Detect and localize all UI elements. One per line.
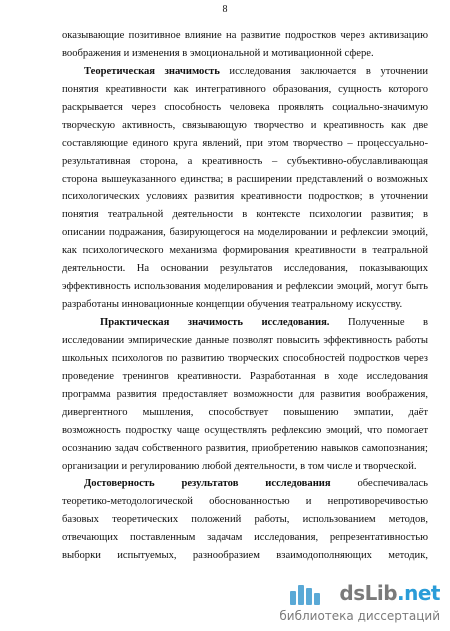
- text-line-2: воображения и изменения в эмоциональной и мотивационной сфере.: [62, 47, 374, 59]
- text-line-25: организации и регулированию любой деятельности, в том числе и творческой.: [62, 460, 417, 472]
- text-line-15: эффективность использования моделирования и рефлексии эмоций, могут быть: [62, 281, 428, 293]
- text-line-20: проведение тренингов креативности. Разработанная в ходе исследования: [62, 370, 428, 382]
- text-line-8: результативная сторона, а креативность – субъективно-обуславливающая: [62, 155, 428, 167]
- dslib-logo: [339, 581, 440, 605]
- text-line-11: понятия театральной деятельности в контексте психологии развития; в: [62, 209, 428, 221]
- text-line-23: возможность подростку чаще осуществлять рефлексию эмоций, что помогает: [62, 424, 428, 436]
- text-line-30: выборки испытуемых, разнообразием взаимодополняющих методик,: [62, 550, 428, 562]
- text-line-14: деятельности. На основании результатов исследования, показывающих: [62, 263, 428, 275]
- books-icon: [290, 583, 324, 605]
- heading-theoretical-significance: Теоретическая значимость: [84, 65, 220, 77]
- text-line-3-rest: исследования заключается в уточнении: [219, 65, 428, 77]
- text-line-7: составляющие единого круга явлений, при этом творчество – процессуально-: [62, 137, 428, 149]
- text-line-6: творческую активность, связывающую творчество и креативность как две: [62, 119, 428, 131]
- heading-reliability: Достоверность результатов исследования: [84, 478, 331, 490]
- text-line-4: понятия креативности как интегративного образования, сущность которого: [62, 83, 428, 95]
- text-line-10: психологических условиях развития креативности подростков; в уточнении: [62, 191, 428, 203]
- text-line-1: оказывающие позитивное влияние на развитие подростков через активизацию: [62, 30, 428, 41]
- paragraph-theoretical-significance: [62, 63, 428, 81]
- text-line-13: как психологического механизма формирования креативности в театральной: [62, 245, 428, 257]
- watermark-subtitle: библиотека диссертаций: [279, 609, 440, 623]
- text-line-22: дивергентного мышления, способствует повышению эмпатии, даёт: [62, 406, 428, 418]
- text-line-12: описании подражания, базирующегося на моделировании и рефлексии эмоций,: [62, 227, 428, 239]
- text-line-5: раскрывается через способность человека проявлять социально-значимую: [62, 101, 428, 113]
- text-line-24: осознанию задач собственного развития, приобретению навыков самопознания;: [62, 442, 428, 454]
- text-line-19: школьных психологов по развитию творческих способностей подростков через: [62, 352, 428, 364]
- heading-practical-significance: Практическая значимость исследования.: [100, 317, 330, 328]
- text-line-21: программа развития предоставляет возможности для развития воображения,: [62, 388, 428, 400]
- text-line-16: разработаны инновационные концепции обучения театральному искусству.: [62, 299, 403, 311]
- text-line-27: теоретико-методологической обоснованностью и непротиворечивостью: [62, 496, 428, 508]
- paragraph-reliability: [62, 475, 428, 493]
- text-line-17-rest: Полученные в: [329, 317, 428, 328]
- page-number: 8: [222, 4, 228, 15]
- logo-accent: .net: [397, 581, 440, 605]
- text-line-29: отвечающих поставленным задачам исследования, репрезентативностью: [62, 532, 428, 544]
- text-line-28: базовых теоретических положений работы, использованием методов,: [62, 514, 428, 526]
- text-line-26-rest: обеспечивалась: [330, 478, 428, 490]
- text-line-18: исследовании эмпирические данные позволят повысить эффективность работы: [62, 334, 428, 346]
- paragraph-practical-significance: [62, 314, 428, 332]
- text-line-9: сторона вышеуказанного единства; в расширении представлений о возможных: [62, 173, 428, 185]
- logo-main: dsLib: [339, 581, 398, 605]
- dslib-watermark: [279, 581, 440, 623]
- document-body: [62, 27, 428, 565]
